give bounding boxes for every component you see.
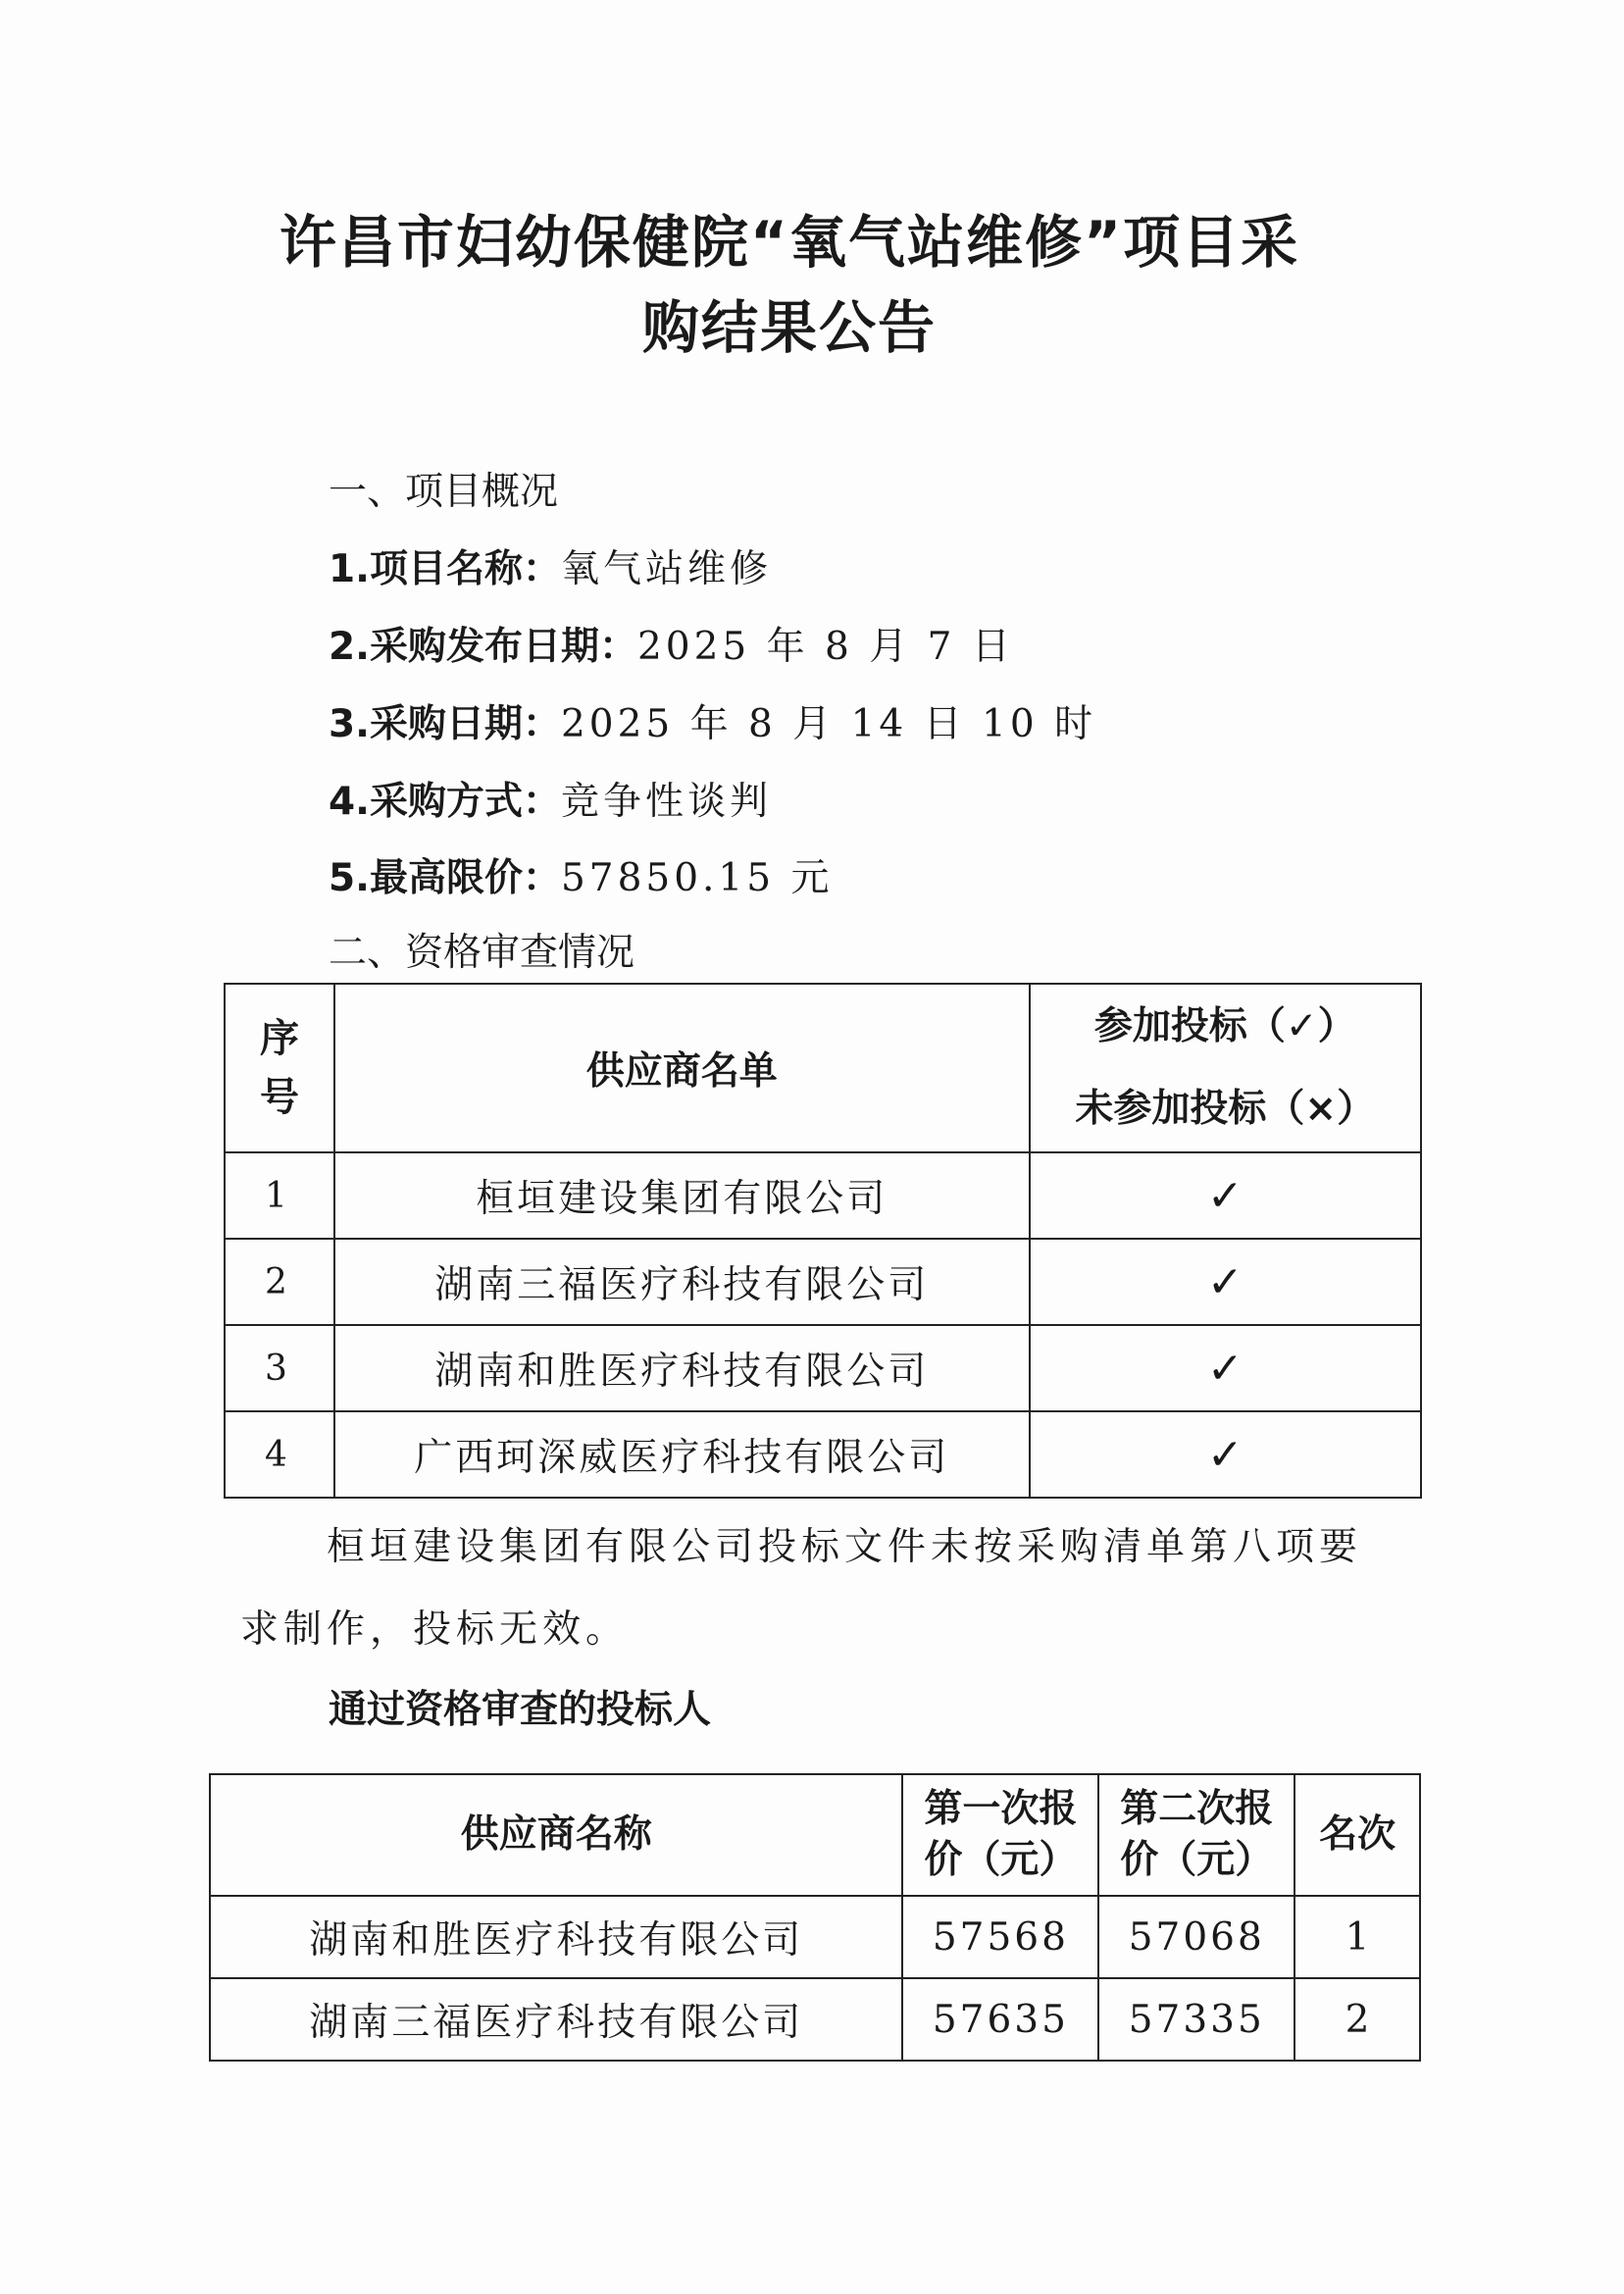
document-title-line-2: 购结果公告 bbox=[641, 294, 937, 361]
rank-cell: 1 bbox=[1294, 1896, 1420, 1978]
header-first-quote-line-1: 第一次报 bbox=[924, 1787, 1078, 1831]
seq-cell: 1 bbox=[225, 1152, 334, 1239]
table-row bbox=[210, 1978, 1420, 2061]
table-row bbox=[225, 1152, 1421, 1239]
item-label: 4.采购方式： bbox=[329, 780, 561, 824]
invalid-bid-note: 桓垣建设集团有限公司投标文件未按采购清单第八项要求制作，投标无效。 bbox=[240, 1525, 1363, 1652]
qualification-table bbox=[224, 983, 1422, 1499]
item-label: 5.最高限价： bbox=[329, 856, 561, 900]
table-row bbox=[210, 1896, 1420, 1978]
header-first-quote-line-2: 价（元） bbox=[924, 1838, 1078, 1882]
supplier-cell: 桓垣建设集团有限公司 bbox=[334, 1152, 1030, 1239]
item-value: 2025 年 8 月 14 日 10 时 bbox=[560, 702, 1097, 746]
second-quote-cell: 57068 bbox=[1098, 1896, 1294, 1978]
overview-item-project-name bbox=[329, 540, 772, 599]
section-heading-qualification: 二、资格审查情况 bbox=[329, 931, 635, 975]
supplier-cell: 湖南和胜医疗科技有限公司 bbox=[334, 1325, 1030, 1411]
header-bid-status bbox=[1030, 984, 1421, 1152]
checkmark-icon: ✓ bbox=[1030, 1325, 1421, 1411]
header-bid-line-1: 参加投标（✓） bbox=[1093, 1004, 1356, 1048]
overview-item-max-price bbox=[329, 849, 833, 908]
header-second-quote-line-2: 价（元） bbox=[1120, 1838, 1274, 1882]
supplier-cell: 湖南三福医疗科技有限公司 bbox=[210, 1978, 902, 2061]
supplier-cell: 广西珂深威医疗科技有限公司 bbox=[334, 1411, 1030, 1498]
seq-cell: 3 bbox=[225, 1325, 334, 1411]
header-bid-line-2: 未参加投标（×） bbox=[1075, 1087, 1376, 1131]
checkmark-icon: ✓ bbox=[1030, 1239, 1421, 1325]
supplier-cell: 湖南三福医疗科技有限公司 bbox=[334, 1239, 1030, 1325]
header-seq bbox=[225, 984, 334, 1152]
rank-cell: 2 bbox=[1294, 1978, 1420, 2061]
table-row bbox=[225, 1411, 1421, 1498]
document-title-line-1: 许昌市妇幼保健院“氧气站维修”项目采 bbox=[279, 209, 1300, 276]
item-value: 57850.15 元 bbox=[560, 856, 834, 900]
overview-item-procurement-date bbox=[329, 695, 1096, 754]
table-header-row bbox=[225, 984, 1421, 1152]
item-label: 3.采购日期： bbox=[329, 702, 561, 746]
header-seq-bottom: 号 bbox=[259, 1075, 299, 1120]
header-rank: 名次 bbox=[1294, 1774, 1420, 1896]
header-second-quote-line-1: 第二次报 bbox=[1120, 1787, 1274, 1831]
item-value: 2025 年 8 月 7 日 bbox=[636, 625, 1014, 669]
header-seq-top: 序 bbox=[259, 1016, 299, 1061]
overview-item-publish-date bbox=[329, 618, 1014, 677]
header-second-quote bbox=[1098, 1774, 1294, 1896]
item-label: 2.采购发布日期： bbox=[329, 625, 637, 669]
checkmark-icon: ✓ bbox=[1030, 1152, 1421, 1239]
seq-cell: 4 bbox=[225, 1411, 334, 1498]
second-quote-cell: 57335 bbox=[1098, 1978, 1294, 2061]
header-supplier: 供应商名单 bbox=[334, 984, 1030, 1152]
header-supplier-name: 供应商名称 bbox=[210, 1774, 902, 1896]
seq-cell: 2 bbox=[225, 1239, 334, 1325]
table-header-row bbox=[210, 1774, 1420, 1896]
section-heading-passed-bidders: 通过资格审查的投标人 bbox=[329, 1688, 712, 1732]
passed-bidders-table bbox=[209, 1773, 1421, 2062]
first-quote-cell: 57635 bbox=[902, 1978, 1098, 2061]
section-heading-overview: 一、项目概况 bbox=[329, 470, 559, 514]
supplier-cell: 湖南和胜医疗科技有限公司 bbox=[210, 1896, 902, 1978]
table-row bbox=[225, 1239, 1421, 1325]
table-row bbox=[225, 1325, 1421, 1411]
checkmark-icon: ✓ bbox=[1030, 1411, 1421, 1498]
item-value: 氧气站维修 bbox=[560, 547, 772, 591]
overview-item-procurement-method bbox=[329, 773, 772, 832]
header-first-quote bbox=[902, 1774, 1098, 1896]
first-quote-cell: 57568 bbox=[902, 1896, 1098, 1978]
item-label: 1.项目名称： bbox=[329, 547, 561, 591]
item-value: 竞争性谈判 bbox=[560, 780, 772, 824]
